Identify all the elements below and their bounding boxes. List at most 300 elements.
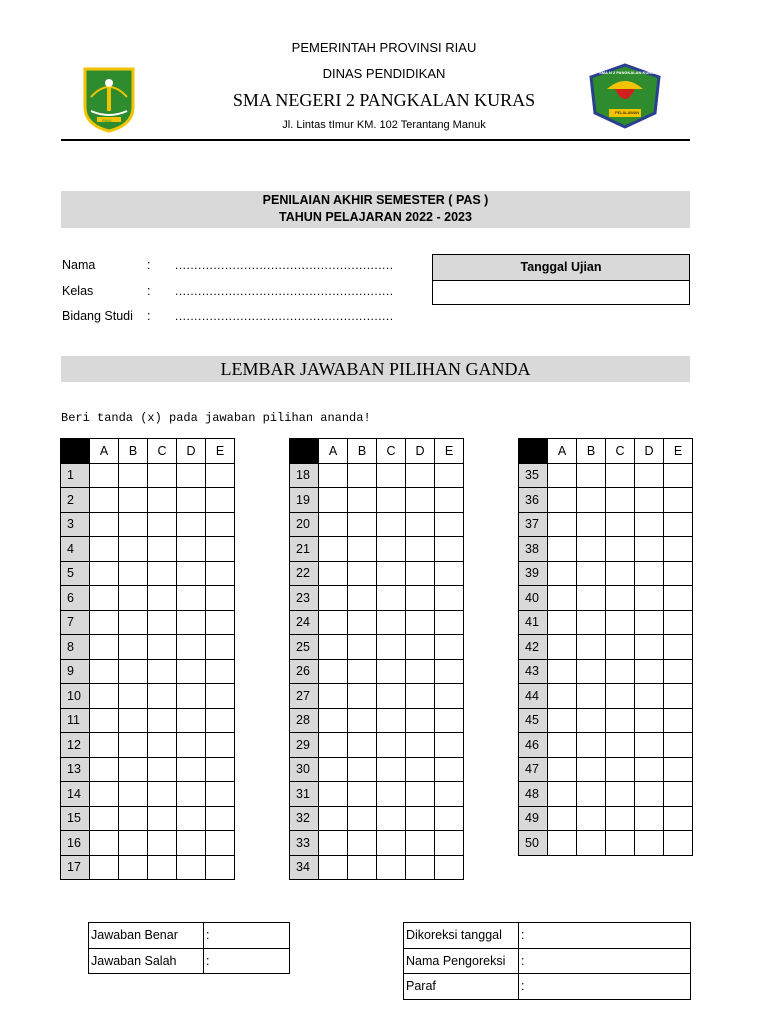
answer-cell-d[interactable]	[635, 463, 664, 488]
answer-cell-d[interactable]	[177, 757, 206, 782]
question-number: 49	[519, 806, 548, 831]
answer-cell-b[interactable]	[119, 512, 148, 537]
answer-cell-e[interactable]	[664, 586, 693, 611]
answer-cell-c[interactable]	[606, 806, 635, 831]
answer-cell-d[interactable]	[406, 831, 435, 856]
answer-cell-d[interactable]	[635, 708, 664, 733]
answer-cell-e[interactable]	[664, 708, 693, 733]
answer-cell-b[interactable]	[348, 586, 377, 611]
class-label: Kelas	[62, 284, 94, 298]
answer-cell-b[interactable]	[348, 855, 377, 880]
answer-cell-b[interactable]	[348, 488, 377, 513]
answer-cell-a[interactable]	[548, 708, 577, 733]
answer-cell-a[interactable]	[548, 635, 577, 660]
answer-cell-d[interactable]	[635, 831, 664, 856]
answer-cell-b[interactable]	[119, 708, 148, 733]
answer-cell-e[interactable]	[206, 782, 235, 807]
class-field[interactable]: .........................................................	[175, 284, 394, 298]
answer-cell-c[interactable]	[148, 708, 177, 733]
answer-cell-e[interactable]	[664, 561, 693, 586]
answer-cell-e[interactable]	[664, 733, 693, 758]
answer-cell-d[interactable]	[177, 782, 206, 807]
answer-cell-b[interactable]	[119, 733, 148, 758]
answer-cell-b[interactable]	[348, 512, 377, 537]
answer-cell-c[interactable]	[606, 708, 635, 733]
answer-cell-c[interactable]	[148, 782, 177, 807]
answer-cell-a[interactable]	[90, 610, 119, 635]
answer-cell-c[interactable]	[148, 537, 177, 562]
answer-cell-a[interactable]	[90, 782, 119, 807]
answer-cell-b[interactable]	[119, 831, 148, 856]
answer-cell-a[interactable]	[319, 635, 348, 660]
correct-answers-field[interactable]: :	[204, 923, 290, 949]
corrected-date-label: Dikoreksi tanggal	[404, 923, 519, 949]
answer-cell-b[interactable]	[119, 782, 148, 807]
corrected-date-field[interactable]: :	[519, 923, 691, 949]
answer-cell-b[interactable]	[577, 610, 606, 635]
answer-cell-e[interactable]	[435, 610, 464, 635]
answer-cell-b[interactable]	[348, 831, 377, 856]
answer-cell-c[interactable]	[377, 488, 406, 513]
answer-cell-c[interactable]	[606, 635, 635, 660]
answer-cell-a[interactable]	[548, 684, 577, 709]
answer-cell-c[interactable]	[377, 831, 406, 856]
exam-date-field[interactable]	[433, 281, 689, 305]
answer-cell-d[interactable]	[177, 610, 206, 635]
grid-header-row	[61, 439, 235, 464]
answer-cell-b[interactable]	[348, 806, 377, 831]
answer-cell-b[interactable]	[348, 463, 377, 488]
answer-cell-a[interactable]	[90, 855, 119, 880]
answer-cell-c[interactable]	[148, 684, 177, 709]
answer-cell-d[interactable]	[635, 806, 664, 831]
answer-cell-b[interactable]	[348, 782, 377, 807]
answer-cell-a[interactable]	[90, 831, 119, 856]
answer-cell-a[interactable]	[90, 659, 119, 684]
answer-cell-e[interactable]	[664, 537, 693, 562]
answer-cell-d[interactable]	[406, 610, 435, 635]
answer-cell-c[interactable]	[377, 782, 406, 807]
answer-cell-e[interactable]	[664, 831, 693, 856]
answer-cell-d[interactable]	[406, 488, 435, 513]
answer-cell-e[interactable]	[435, 512, 464, 537]
answer-cell-b[interactable]	[577, 782, 606, 807]
answer-row	[61, 684, 235, 709]
answer-cell-b[interactable]	[119, 610, 148, 635]
answer-cell-a[interactable]	[548, 806, 577, 831]
answer-cell-a[interactable]	[90, 635, 119, 660]
answer-cell-c[interactable]	[606, 831, 635, 856]
answer-cell-a[interactable]	[319, 610, 348, 635]
answer-cell-a[interactable]	[90, 708, 119, 733]
corrector-name-field[interactable]: :	[519, 948, 691, 974]
answer-cell-b[interactable]	[577, 488, 606, 513]
option-header-c: C	[606, 439, 635, 464]
answer-cell-c[interactable]	[377, 757, 406, 782]
answer-cell-d[interactable]	[177, 855, 206, 880]
answer-cell-a[interactable]	[319, 512, 348, 537]
name-colon: :	[147, 258, 151, 272]
answer-cell-a[interactable]	[548, 610, 577, 635]
answer-cell-e[interactable]	[664, 463, 693, 488]
question-number: 24	[290, 610, 319, 635]
answer-cell-e[interactable]	[206, 610, 235, 635]
answer-cell-b[interactable]	[348, 684, 377, 709]
answer-cell-c[interactable]	[606, 512, 635, 537]
answer-cell-c[interactable]	[148, 855, 177, 880]
answer-cell-e[interactable]	[435, 831, 464, 856]
answer-cell-b[interactable]	[119, 537, 148, 562]
answer-cell-a[interactable]	[319, 561, 348, 586]
answer-cell-d[interactable]	[177, 659, 206, 684]
answer-cell-d[interactable]	[177, 831, 206, 856]
answer-cell-c[interactable]	[377, 463, 406, 488]
answer-cell-d[interactable]	[406, 659, 435, 684]
answer-cell-e[interactable]	[206, 757, 235, 782]
answer-cell-b[interactable]	[119, 586, 148, 611]
answer-cell-a[interactable]	[548, 512, 577, 537]
answer-cell-b[interactable]	[119, 635, 148, 660]
answer-cell-d[interactable]	[177, 806, 206, 831]
answer-row	[519, 635, 693, 660]
answer-cell-b[interactable]	[119, 561, 148, 586]
answer-cell-c[interactable]	[148, 561, 177, 586]
answer-row	[290, 463, 464, 488]
answer-cell-b[interactable]	[577, 659, 606, 684]
answer-cell-e[interactable]	[435, 659, 464, 684]
answer-cell-d[interactable]	[635, 684, 664, 709]
answer-cell-d[interactable]	[177, 708, 206, 733]
answer-cell-a[interactable]	[548, 757, 577, 782]
answer-cell-e[interactable]	[664, 659, 693, 684]
answer-cell-e[interactable]	[206, 806, 235, 831]
answer-cell-b[interactable]	[577, 586, 606, 611]
answer-cell-b[interactable]	[119, 684, 148, 709]
answer-cell-c[interactable]	[377, 512, 406, 537]
answer-cell-e[interactable]	[435, 463, 464, 488]
answer-cell-b[interactable]	[348, 561, 377, 586]
answer-cell-a[interactable]	[548, 561, 577, 586]
answer-cell-c[interactable]	[606, 684, 635, 709]
answer-cell-c[interactable]	[377, 659, 406, 684]
answer-cell-c[interactable]	[606, 757, 635, 782]
answer-cell-a[interactable]	[90, 806, 119, 831]
answer-cell-e[interactable]	[435, 806, 464, 831]
answer-cell-c[interactable]	[606, 733, 635, 758]
answer-cell-c[interactable]	[148, 586, 177, 611]
answer-cell-c[interactable]	[148, 512, 177, 537]
answer-cell-a[interactable]	[319, 708, 348, 733]
question-number: 44	[519, 684, 548, 709]
wrong-answers-field[interactable]: :	[204, 948, 290, 974]
answer-cell-e[interactable]	[206, 684, 235, 709]
question-number: 18	[290, 463, 319, 488]
answer-cell-e[interactable]	[206, 635, 235, 660]
answer-cell-d[interactable]	[406, 463, 435, 488]
answer-cell-d[interactable]	[406, 561, 435, 586]
answer-cell-d[interactable]	[406, 806, 435, 831]
grid-corner	[519, 439, 548, 464]
answer-cell-a[interactable]	[548, 586, 577, 611]
answer-cell-e[interactable]	[435, 708, 464, 733]
answer-cell-c[interactable]	[377, 561, 406, 586]
answer-row	[290, 757, 464, 782]
answer-cell-c[interactable]	[377, 610, 406, 635]
answer-cell-c[interactable]	[606, 586, 635, 611]
answer-cell-e[interactable]	[664, 610, 693, 635]
answer-row	[61, 561, 235, 586]
answer-cell-d[interactable]	[406, 782, 435, 807]
option-header-d: D	[635, 439, 664, 464]
answer-cell-e[interactable]	[206, 537, 235, 562]
answer-cell-d[interactable]	[177, 684, 206, 709]
answer-cell-e[interactable]	[435, 488, 464, 513]
answer-cell-e[interactable]	[206, 561, 235, 586]
answer-cell-c[interactable]	[148, 659, 177, 684]
answer-cell-e[interactable]	[435, 537, 464, 562]
answer-cell-c[interactable]	[606, 463, 635, 488]
answer-cell-a[interactable]	[90, 733, 119, 758]
answer-cell-b[interactable]	[119, 757, 148, 782]
answer-cell-a[interactable]	[319, 659, 348, 684]
answer-cell-a[interactable]	[319, 488, 348, 513]
answer-cell-e[interactable]	[435, 733, 464, 758]
answer-cell-e[interactable]	[206, 708, 235, 733]
answer-cell-c[interactable]	[148, 635, 177, 660]
answer-cell-c[interactable]	[377, 684, 406, 709]
answer-cell-a[interactable]	[319, 733, 348, 758]
answer-cell-c[interactable]	[377, 855, 406, 880]
answer-cell-b[interactable]	[348, 708, 377, 733]
name-field[interactable]: .........................................................	[175, 258, 394, 272]
answer-cell-c[interactable]	[377, 635, 406, 660]
answer-cell-c[interactable]	[606, 610, 635, 635]
option-header-a: A	[548, 439, 577, 464]
answer-cell-a[interactable]	[548, 782, 577, 807]
answer-row	[519, 561, 693, 586]
answer-cell-c[interactable]	[148, 463, 177, 488]
answer-cell-b[interactable]	[348, 610, 377, 635]
answer-cell-b[interactable]	[119, 463, 148, 488]
answer-cell-d[interactable]	[177, 537, 206, 562]
option-header-c: C	[148, 439, 177, 464]
answer-cell-a[interactable]	[548, 537, 577, 562]
answer-cell-e[interactable]	[206, 463, 235, 488]
answer-row	[519, 806, 693, 831]
answer-cell-b[interactable]	[577, 806, 606, 831]
answer-cell-e[interactable]	[664, 512, 693, 537]
answer-row	[61, 537, 235, 562]
answer-cell-c[interactable]	[148, 610, 177, 635]
answer-cell-a[interactable]	[548, 488, 577, 513]
answer-cell-b[interactable]	[348, 635, 377, 660]
answer-cell-d[interactable]	[406, 708, 435, 733]
answer-cell-b[interactable]	[348, 659, 377, 684]
answer-cell-b[interactable]	[119, 488, 148, 513]
answer-cell-d[interactable]	[406, 855, 435, 880]
answer-cell-d[interactable]	[177, 635, 206, 660]
answer-cell-e[interactable]	[435, 782, 464, 807]
answer-cell-a[interactable]	[319, 586, 348, 611]
answer-cell-c[interactable]	[606, 488, 635, 513]
answer-cell-b[interactable]	[577, 757, 606, 782]
answer-cell-e[interactable]	[206, 488, 235, 513]
question-number: 40	[519, 586, 548, 611]
answer-cell-a[interactable]	[319, 806, 348, 831]
option-header-a: A	[319, 439, 348, 464]
answer-cell-d[interactable]	[406, 757, 435, 782]
answer-cell-a[interactable]	[548, 463, 577, 488]
answer-cell-e[interactable]	[206, 586, 235, 611]
answer-cell-d[interactable]	[406, 684, 435, 709]
answer-cell-c[interactable]	[606, 782, 635, 807]
answer-cell-e[interactable]	[664, 684, 693, 709]
answer-cell-e[interactable]	[435, 586, 464, 611]
answer-cell-a[interactable]	[319, 782, 348, 807]
answer-cell-e[interactable]	[435, 684, 464, 709]
answer-cell-a[interactable]	[90, 684, 119, 709]
question-number: 6	[61, 586, 90, 611]
answer-cell-a[interactable]	[90, 561, 119, 586]
answer-cell-e[interactable]	[206, 733, 235, 758]
answer-cell-a[interactable]	[548, 733, 577, 758]
answer-cell-a[interactable]	[319, 463, 348, 488]
score-box	[88, 922, 290, 974]
answer-cell-a[interactable]	[548, 659, 577, 684]
answer-cell-b[interactable]	[577, 463, 606, 488]
answer-cell-e[interactable]	[435, 757, 464, 782]
answer-cell-e[interactable]	[435, 635, 464, 660]
answer-cell-d[interactable]	[406, 512, 435, 537]
answer-row	[519, 708, 693, 733]
answer-grid-1	[60, 438, 235, 880]
answer-row	[61, 512, 235, 537]
answer-cell-e[interactable]	[206, 855, 235, 880]
answer-cell-d[interactable]	[635, 488, 664, 513]
answer-cell-e[interactable]	[664, 782, 693, 807]
answer-cell-c[interactable]	[377, 733, 406, 758]
answer-cell-b[interactable]	[577, 512, 606, 537]
left-logo-text: RIAU	[102, 118, 112, 123]
answer-cell-b[interactable]	[119, 855, 148, 880]
answer-cell-e[interactable]	[206, 512, 235, 537]
option-header-e: E	[206, 439, 235, 464]
answer-cell-d[interactable]	[635, 561, 664, 586]
answer-cell-a[interactable]	[90, 586, 119, 611]
answer-cell-e[interactable]	[664, 488, 693, 513]
answer-cell-e[interactable]	[435, 855, 464, 880]
answer-cell-a[interactable]	[90, 512, 119, 537]
answer-row	[519, 757, 693, 782]
answer-cell-c[interactable]	[606, 659, 635, 684]
answer-cell-b[interactable]	[577, 708, 606, 733]
answer-cell-c[interactable]	[377, 708, 406, 733]
answer-cell-c[interactable]	[148, 757, 177, 782]
answer-cell-c[interactable]	[148, 831, 177, 856]
answer-cell-d[interactable]	[635, 635, 664, 660]
answer-cell-d[interactable]	[635, 586, 664, 611]
question-number: 25	[290, 635, 319, 660]
answer-row	[61, 855, 235, 880]
answer-cell-c[interactable]	[148, 733, 177, 758]
answer-cell-b[interactable]	[577, 635, 606, 660]
subject-field[interactable]: .........................................................	[175, 309, 394, 323]
answer-cell-d[interactable]	[406, 733, 435, 758]
answer-cell-d[interactable]	[177, 561, 206, 586]
answer-cell-c[interactable]	[606, 537, 635, 562]
answer-cell-b[interactable]	[119, 806, 148, 831]
answer-cell-d[interactable]	[177, 463, 206, 488]
question-number: 19	[290, 488, 319, 513]
answer-cell-b[interactable]	[577, 561, 606, 586]
answer-cell-a[interactable]	[319, 537, 348, 562]
answer-cell-d[interactable]	[635, 610, 664, 635]
signature-field[interactable]: :	[519, 974, 691, 1000]
answer-cell-b[interactable]	[119, 659, 148, 684]
answer-cell-a[interactable]	[319, 684, 348, 709]
answer-cell-d[interactable]	[635, 733, 664, 758]
answer-row	[519, 512, 693, 537]
answer-cell-c[interactable]	[606, 561, 635, 586]
answer-cell-a[interactable]	[319, 831, 348, 856]
answer-cell-a[interactable]	[90, 757, 119, 782]
answer-cell-c[interactable]	[148, 488, 177, 513]
question-number: 11	[61, 708, 90, 733]
question-number: 4	[61, 537, 90, 562]
answer-cell-b[interactable]	[348, 757, 377, 782]
answer-cell-a[interactable]	[90, 488, 119, 513]
answer-cell-b[interactable]	[348, 537, 377, 562]
answer-cell-b[interactable]	[348, 733, 377, 758]
answer-cell-e[interactable]	[664, 806, 693, 831]
answer-cell-d[interactable]	[177, 512, 206, 537]
answer-cell-d[interactable]	[177, 733, 206, 758]
answer-cell-d[interactable]	[177, 586, 206, 611]
answer-cell-d[interactable]	[177, 488, 206, 513]
answer-cell-e[interactable]	[664, 757, 693, 782]
question-number: 35	[519, 463, 548, 488]
answer-cell-d[interactable]	[406, 537, 435, 562]
answer-cell-b[interactable]	[577, 733, 606, 758]
answer-cell-a[interactable]	[319, 757, 348, 782]
answer-cell-e[interactable]	[206, 831, 235, 856]
answer-cell-b[interactable]	[577, 537, 606, 562]
answer-cell-c[interactable]	[148, 806, 177, 831]
answer-cell-a[interactable]	[319, 855, 348, 880]
answer-cell-a[interactable]	[90, 537, 119, 562]
answer-cell-b[interactable]	[577, 831, 606, 856]
answer-cell-e[interactable]	[664, 635, 693, 660]
answer-cell-c[interactable]	[377, 806, 406, 831]
answer-cell-e[interactable]	[206, 659, 235, 684]
score-row	[89, 923, 290, 949]
answer-cell-d[interactable]	[635, 782, 664, 807]
answer-cell-a[interactable]	[90, 463, 119, 488]
question-number: 22	[290, 561, 319, 586]
answer-cell-d[interactable]	[406, 635, 435, 660]
question-number: 33	[290, 831, 319, 856]
answer-cell-b[interactable]	[577, 684, 606, 709]
answer-cell-a[interactable]	[548, 831, 577, 856]
answer-cell-c[interactable]	[377, 586, 406, 611]
answer-cell-e[interactable]	[435, 561, 464, 586]
answer-cell-d[interactable]	[635, 537, 664, 562]
answer-cell-d[interactable]	[635, 757, 664, 782]
answer-cell-d[interactable]	[406, 586, 435, 611]
answer-cell-d[interactable]	[635, 659, 664, 684]
answer-cell-c[interactable]	[377, 537, 406, 562]
answer-cell-d[interactable]	[635, 512, 664, 537]
